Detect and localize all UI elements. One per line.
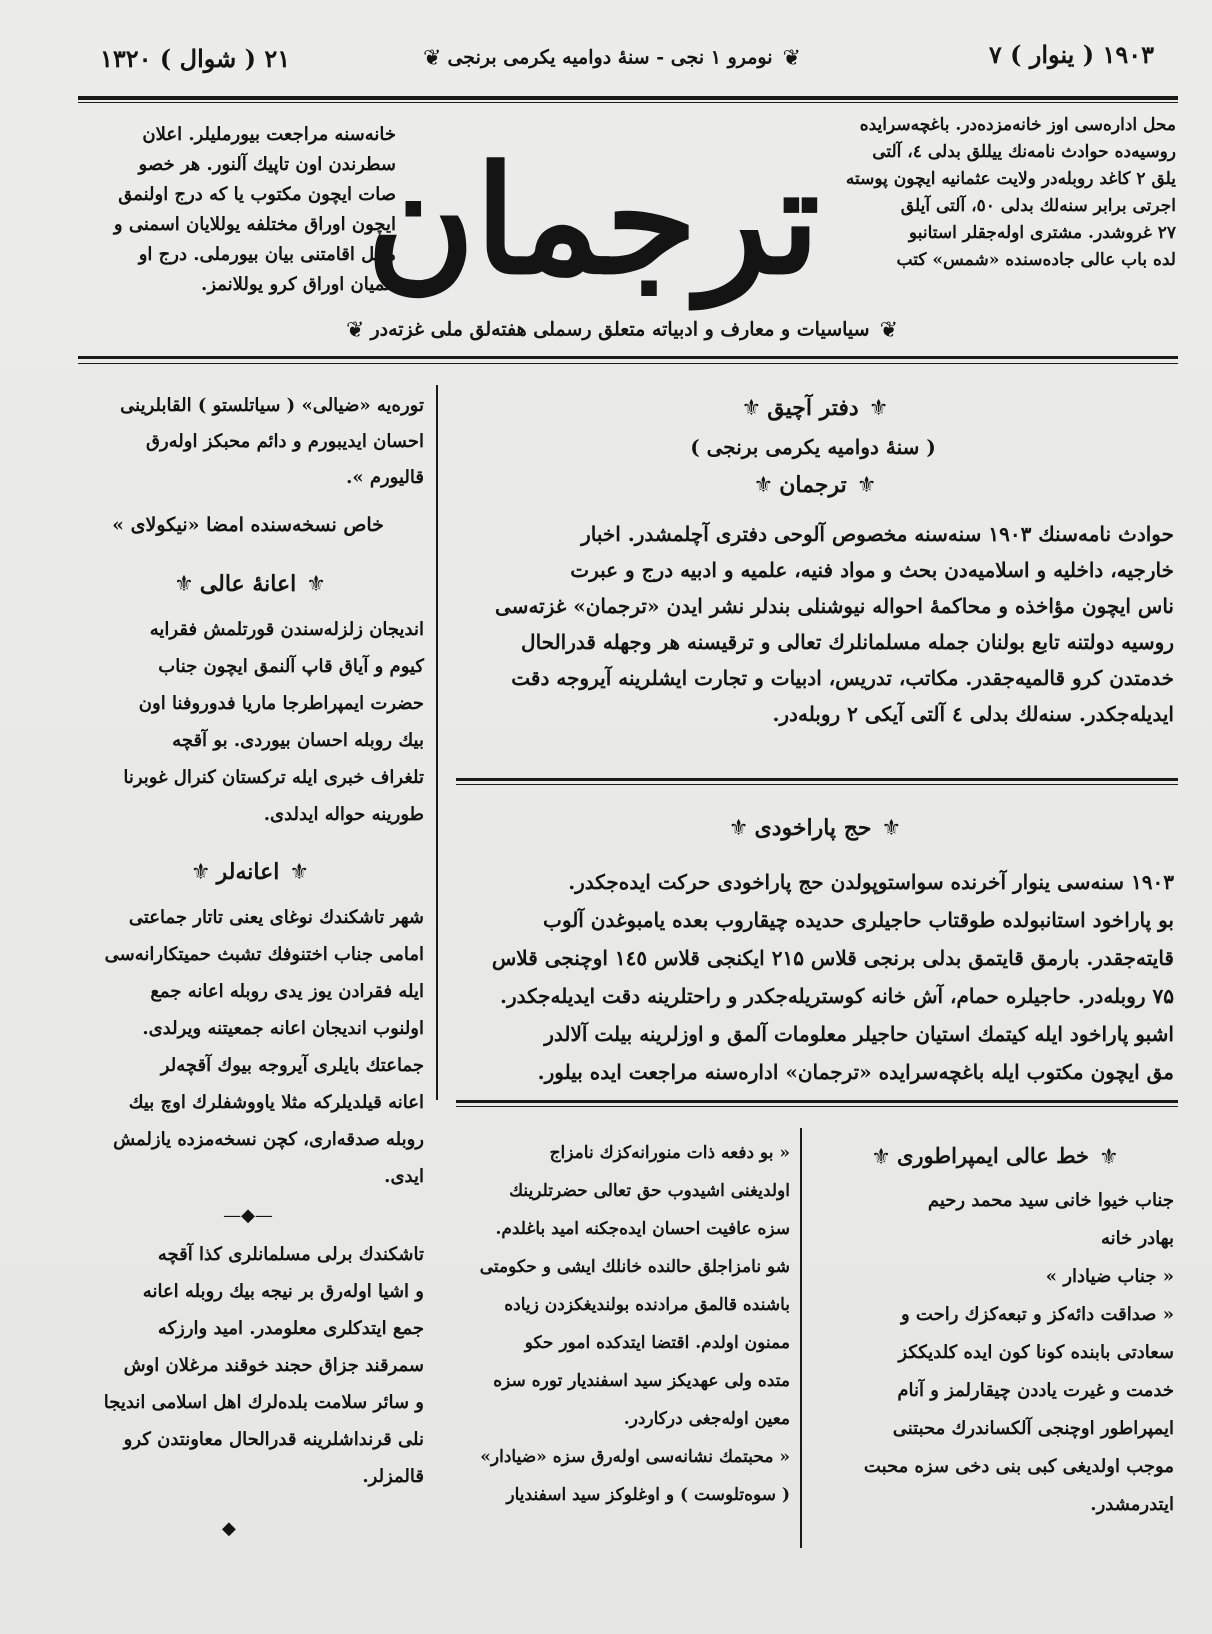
ornament-icon: ⚜	[306, 572, 322, 597]
text-line: خارجیه، داخلیه و اسلامیه‌دن بحث و مواد فنیه، علمیه و ادبیه درج و عبرت	[570, 558, 1174, 582]
text-line: ۱۹۰۳ سنه‌سی ینوار آخرنده سواستوپولدن حج پاراخودی حرکت ایده‌جکدر.	[568, 870, 1174, 894]
text-line: سمرقند جزاق حجند خوقند مرغلان اوش	[123, 1355, 424, 1376]
section-rule-thin	[456, 1106, 1178, 1107]
ornament-icon: ⚜	[190, 860, 207, 885]
ornament-icon: ❦	[782, 46, 797, 71]
masthead-rule-thin	[78, 363, 1178, 364]
text-line: سعادتی بابنده کونا کون ایده کلدیککز	[898, 1341, 1174, 1363]
section-aid	[72, 564, 424, 833]
text-line: اولدیغنی اشیدوب حق تعالی حضرتلرینك	[509, 1181, 790, 1201]
text-line: موجب اولدیغی کبی بنی دخی سزه محبت	[863, 1455, 1174, 1477]
section-decree-continued	[448, 1134, 790, 1514]
text-line: قایته‌جقدر. بارمق قایتمق بدلی برنجی قلاس ۲۱۵ ایکنجی قلاس ۱٤٥ اوچنجی قلاس	[491, 946, 1174, 970]
divider-ornament: —◆—	[223, 1205, 273, 1226]
masthead-right-box	[801, 112, 1176, 274]
text-line: اعانه قیلدیلرکه مثلا یاووشفلرك اوچ بیك	[128, 1092, 424, 1113]
text-line: شو نامزاجلق حالنده خانلك ایشی و حکومتی	[479, 1257, 790, 1277]
text-line: « محبتمك نشانه‌سی اوله‌رق سزه «ضیادار»	[480, 1447, 790, 1467]
section-subheading: ( سنهٔ دوامیه یکرمی برنجی )	[690, 435, 936, 459]
heading-text: دفتر آچیق	[767, 395, 859, 421]
text-line: امامی جناب اختنوفك تشبث حمیتکارانه‌سی	[104, 944, 424, 965]
text-line: روسیه دولتنه تابع بولنان جمله مسلمانلرك تعالی و ترقیسنه هر وجهله قدرالحال	[521, 630, 1174, 654]
text-line: جمع ایتدکلری معلومدر. امید وارزکه	[157, 1318, 424, 1339]
ornament-icon: ⚜	[871, 1144, 887, 1170]
heading-text: اعانه‌لر	[216, 859, 280, 885]
masthead-rule	[78, 356, 1178, 359]
text-line: سزه عافیت احسان ایده‌جکنه امید باغلدم.	[495, 1219, 790, 1239]
text-line: متده ولی عهدیکز سید اسفندیار توره سزه	[493, 1371, 790, 1391]
text-line: ( سوه‌تلوست ) و اوغلوکز سید اسفندیار	[506, 1485, 790, 1505]
text-line: خدمت و غیرت یاددن چیقارلمز و آنام	[897, 1379, 1174, 1401]
ornament-icon: ❦	[423, 46, 438, 71]
info-line: یلق ۲ کاغد روبله‌در ولایت عثمانیه ایچون پوسته	[845, 169, 1176, 189]
text-line: شهر تاشکندك نوغای یعنی تاتار جماعتی	[128, 907, 424, 928]
text-line: خدمتدن کرو قالمیه‌جقدر. مکاتب، تدریس، ادبیات و تجارت ایشلرینه آیروجه دقت	[511, 666, 1174, 690]
text-line: جماعتك بایلری آیروجه بیوك آقچه‌لر	[160, 1055, 424, 1076]
text-line: « جناب ضیادار »	[1045, 1265, 1174, 1287]
text-line: تاشکندك برلی مسلمانلری کذا آقچه	[157, 1244, 424, 1265]
notice-line: خانه‌سنه مراجعت بیورملیلر. اعلان	[142, 124, 396, 145]
notice-line: لنمیان اوراق کرو یوللانمز.	[201, 274, 396, 295]
ornament-icon: ⚜	[741, 396, 758, 421]
text-line: بیك روبله احسان بیوردی. بو آقچه	[172, 730, 424, 751]
text-line: اشبو پاراخود ایله کیتمك استیان حاجیلر معلومات آلمق و اوزلرینه بیلت آلالدر	[544, 1022, 1174, 1046]
text-line: بهادر خانه	[1100, 1227, 1174, 1249]
hijri-date: ۲۱ ( شوال ) ۱۳۲۰	[100, 44, 291, 73]
heading-text: خط عالی ایمپراطوری	[896, 1143, 1090, 1168]
left-intro	[72, 388, 424, 496]
text-line: نلی قرنداشلرینه قدرالحال معاونتدن کرو	[123, 1429, 424, 1450]
section-body	[72, 899, 424, 1195]
text-line: قالیورم ».	[346, 467, 424, 488]
section-heading	[72, 564, 424, 605]
section-body	[452, 516, 1174, 732]
column-divider-lower	[800, 1128, 802, 1548]
text-line: جناب خیوا خانی سید محمد رحیم	[927, 1189, 1174, 1211]
section-subheading-2	[452, 465, 1174, 506]
issue-number-line	[380, 46, 840, 71]
divider-ornament-end: ◆	[222, 1518, 236, 1539]
masthead-left-box	[66, 120, 396, 300]
section-rule	[456, 778, 1178, 781]
text-line: کیوم و آیاق قاپ آلنمق ایچون جناب	[158, 656, 424, 677]
text-line: ایدی.	[384, 1166, 424, 1187]
notice-line: صات ایچون مکتوب یا که درج اولنمق	[118, 184, 396, 205]
text-line: قالمزلر.	[362, 1466, 424, 1487]
text-line: احسان ایدیبورم و دائم محبکز اوله‌رق	[145, 431, 424, 452]
text-line: ۷۵ روبله‌در. حاجیلره حمام، آش خانه کوستریله‌جکدر و راحتلرینه دقت ایدیله‌جکدر.	[499, 984, 1174, 1008]
info-line: اجرتی برابر سنه‌لك بدلی ٥٠، آلتی آیلق	[900, 196, 1176, 216]
text-line: ناس ایچون مؤاخذه و محاکمهٔ احواله نیوشنلی بندلر نشر ایدن «ترجمان» غزته‌سی	[495, 594, 1174, 618]
text-line: اندیجان زلزله‌سندن قورتلمش فقرایه	[149, 619, 424, 640]
ornament-icon: ⚜	[1099, 1144, 1115, 1170]
text-line: ایله فقرادن یوز یدی روبله اعانه جمع	[150, 981, 424, 1002]
text-line: روبله صدقه‌اری، کچن نسخه‌مزده یازلمش	[113, 1129, 424, 1150]
text-line: توره‌یه «ضیالی» ( سیاتلستو ) القابلرینی	[120, 395, 424, 416]
text-line: و اشیا اوله‌رق بر نیجه بیك روبله اعانه	[142, 1281, 424, 1302]
notice-line: ایچون اوراق مختلفه یوللایان اسمنی و	[113, 214, 396, 235]
heading-text: اعانهٔ عالی	[199, 571, 297, 597]
section-hajj	[452, 808, 1174, 1091]
section-imperial-decree	[812, 1136, 1174, 1524]
ornament-icon: ⚜	[174, 572, 190, 597]
text-line: ایتدرمشدر.	[1090, 1493, 1174, 1515]
section-rule	[456, 1100, 1178, 1103]
text-line: طورینه حواله ایدلدی.	[263, 804, 424, 825]
section-aids	[72, 852, 424, 1195]
notice-line: سطرندن اون تاپیك آلنور. هر خصو	[138, 154, 396, 175]
text-line: و سائر سلامت بلده‌لرك اهل اسلامی اندیجا	[103, 1392, 424, 1413]
ornament-icon: ⚜	[856, 473, 873, 498]
section-heading	[812, 1136, 1174, 1178]
ornament-icon: ⚜	[753, 473, 770, 498]
section-heading	[452, 388, 1174, 429]
section-body	[72, 611, 424, 833]
text-line: « بو دفعه ذات منورانه‌کزك نامزاج	[549, 1143, 790, 1163]
section-daftar	[452, 388, 1174, 732]
heading-text: حج پاراخودی	[754, 815, 872, 841]
ornament-icon: ⚜	[289, 860, 306, 885]
text-line: حضرت ایمپراطرجا ماریا فدوروفنا اون	[138, 693, 424, 714]
section-body	[812, 1182, 1174, 1524]
info-line: ۲۷ غروشدر. مشتری اوله‌جقلر استانبو	[908, 223, 1176, 243]
masthead-title: ترجمان	[366, 133, 820, 307]
info-line: محل اداره‌سی اوز خانه‌مزده‌در. باغچه‌سرایده	[859, 115, 1176, 135]
masthead-subtitle-row	[300, 318, 940, 343]
issue-number: نومرو ۱ نجی - سنهٔ دوامیه یکرمی برنجی	[447, 46, 773, 69]
ornament-icon: ❦	[346, 318, 361, 343]
text-line: ممنون اولدم. اقتضا ایتدکده امور حکو	[524, 1333, 790, 1353]
text-line: مق ایچون مکتوب ایله باغچه‌سرایده «ترجمان» اداره‌سنه مراجعت ایده بیلور.	[537, 1060, 1174, 1084]
text-line: معین اوله‌جغی درکاردر.	[623, 1409, 790, 1429]
text-line: ایمپراطور اوچنجی آلکساندرك محبتنی	[892, 1417, 1174, 1439]
info-line: لده باب عالی جاده‌سنده «شمس» کتب	[896, 250, 1176, 270]
text-line: تلغراف خبری ایله ترکستان کنرال غوبرنا	[123, 767, 424, 788]
ornament-icon: ❦	[879, 318, 894, 343]
text-line: حوادث نامه‌سنك ۱۹۰۳ سنه‌سنه مخصوص آلوحی دفتری آچلمشدر. اخبار	[581, 522, 1174, 546]
text-line: بو پاراخود استانبولده طوقتاب حاجیلری حدیده چیقاروب بعده یامبوغدن آلوب	[543, 908, 1174, 932]
column-divider	[436, 385, 438, 1100]
text-line: « صداقت دائه‌کز و تبعه‌کزك راحت و	[900, 1303, 1174, 1325]
text-line: اولنوب اندیجان اعانه جمعیتنه ویرلدی.	[142, 1018, 424, 1039]
top-rule-thin	[78, 102, 1178, 103]
ornament-icon: ⚜	[881, 816, 898, 841]
text-line: ایدیله‌جکدر. سنه‌لك بدلی ٤ آلتی آیکی ۲ روبله‌در.	[772, 702, 1174, 726]
section-tashkent	[72, 1236, 424, 1495]
heading-text: ترجمان	[779, 472, 847, 498]
section-rule-thin	[456, 784, 1178, 785]
section-heading	[452, 808, 1174, 849]
top-rule	[78, 96, 1178, 100]
section-heading	[72, 852, 424, 893]
notice-line: محل اقامتنی بیان بیورملی. درج او	[138, 244, 396, 265]
signature-line: خاص نسخه‌سنده امضا «نیکولای »	[112, 514, 384, 536]
ornament-icon: ⚜	[868, 396, 885, 421]
info-line: روسیه‌ده حوادث نامه‌نك ییللق بدلی ٤، آلتی	[872, 142, 1176, 162]
issue-date: ۱۹۰۳ ( ینوار ) ۷	[988, 40, 1154, 69]
section-body	[452, 863, 1174, 1091]
text-line: باشنده قالمق مرادنده بولندیغکزدن زیاده	[504, 1295, 790, 1315]
ornament-icon: ⚜	[728, 816, 745, 841]
masthead-subtitle: سیاسیات و معارف و ادبیاته متعلق رسملی هفته‌لق ملی غزته‌در	[370, 318, 870, 341]
